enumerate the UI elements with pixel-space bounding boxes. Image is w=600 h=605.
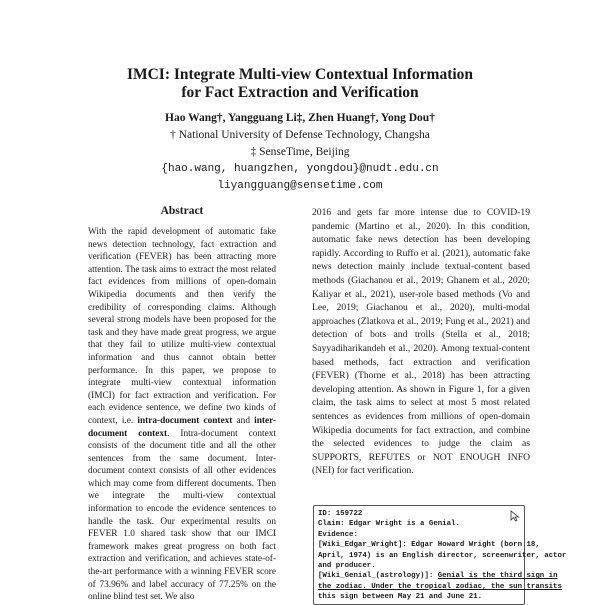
abstract-text-b: and <box>232 415 255 426</box>
example-claim: Claim: Edgar Wright is a Genial. <box>318 520 460 529</box>
example-evidence-label: Evidence: <box>318 530 358 539</box>
evidence-2-label: [Wiki_Genial_(astrology)]: <box>318 572 438 581</box>
abstract-text-a: With the rapid development of automatic fake news detection technology, fact extraction and verification (FEVER) has been attracting more attention. The task aims to extract the most related fact evidences from millions of open-domain Wikipedia documents and then verify the credibility of corresponding claims. Although several strong models have been proposed for the task and they have made great progress, we argue that they fail to utilize multi-view contextual information and thus cannot obtain better performance. In this paper, we propose to integrate multi-view contextual information (IMCI) for fact extraction and verification. For each evidence sentence, we define two kinds of context, i.e. <box>88 227 276 426</box>
cursor-icon <box>510 510 520 522</box>
author-names: Hao Wang†, Yangguang Li‡, Zhen Huang†, Yong Dou† <box>165 112 435 124</box>
introduction-body: 2016 and gets far more intense due to COVID-19 pandemic (Martino et al., 2020). In this condition, automatic fake news detection has been developing rapidly. According to Ruffo et al. (2021), automatic fake news detection mainly include textual-content based methods (Giachanou et al., 2019; Ghanem et al., 2020; Kaliyar et al., 2021), user-role based methods (Vo and Lee, 2019; Giachanou et al., 2020), multi-modal approaches (Zlatkova et al., 2019; Fung et al., 2021) and detection of bots and trolls (Stella et al., 2018; Sayyadiharikandeh et al., 2020). Among textual-content based methods, fact extraction and verification (FEVER) (Thorne et al., 2018) has been attracting developing attention. As shown in Figure 1, for a given claim, the task aims to select at most 5 most related sentences as evidences from millions of open-domain Wikipedia documents for fact extraction, and combine the selected evidences to judge the claim as SUPPORTS, REFUTES or NOT ENOUGH INFO (NEI) for fact verification. <box>312 207 530 477</box>
evidence-2-line-2: the zodiac. Under the tropical zodiac, the sun transits <box>318 582 562 591</box>
affiliation-1: † National University of Defense Technology, Changsha <box>170 129 430 141</box>
abstract-text-c: . Intra-document context consists of the document title and all the other sentences from the same document. Inter-document context consists of all other evidences which may come from different documents. Then we integrate the multi-view contextual information to encode the evidence sentences to handle the task. Our experimental results on FEVER 1.0 shared task show that our IMCI framework makes great progress on both fact extraction and verification, and achieves state-of-the-art performance with a winning FEVER score of 73.96% and label accuracy of 77.25% on the online blind test set. We also <box>88 428 276 603</box>
evidence-2-line-1: Genial is the third sign in <box>437 572 558 581</box>
author-block <box>0 110 600 195</box>
evidence-1-line-1: [Wiki_Edgar_Wright]: Edgar Howard Wright (born 18, <box>318 541 540 550</box>
title-line-1: IMCI: Integrate Multi-view Contextual Information <box>126 66 474 83</box>
abstract-bold-2: inter-document context <box>88 415 276 439</box>
abstract-heading: Abstract <box>160 205 204 217</box>
email-1: {hao.wang, huangzhen, yongdou}@nudt.edu.cn <box>161 163 439 175</box>
email-2: liyangguang@sensetime.com <box>217 180 383 192</box>
abstract-body <box>88 226 276 604</box>
affiliation-2: ‡ SenseTime, Beijing <box>250 146 350 158</box>
figure-example-box <box>313 505 567 605</box>
title-line-2: for Fact Extraction and Verification <box>181 84 419 101</box>
abstract-bold-1: intra-document context <box>137 415 233 426</box>
paper-title <box>0 66 600 102</box>
example-id: ID: 159722 <box>318 510 363 518</box>
evidence-1-line-2: April, 1974) is an English director, screenwriter, actor <box>318 551 567 560</box>
evidence-1-line-3: and producer. <box>318 562 376 571</box>
evidence-2-line-3: this sign between May 21 and June 21. <box>318 593 483 602</box>
